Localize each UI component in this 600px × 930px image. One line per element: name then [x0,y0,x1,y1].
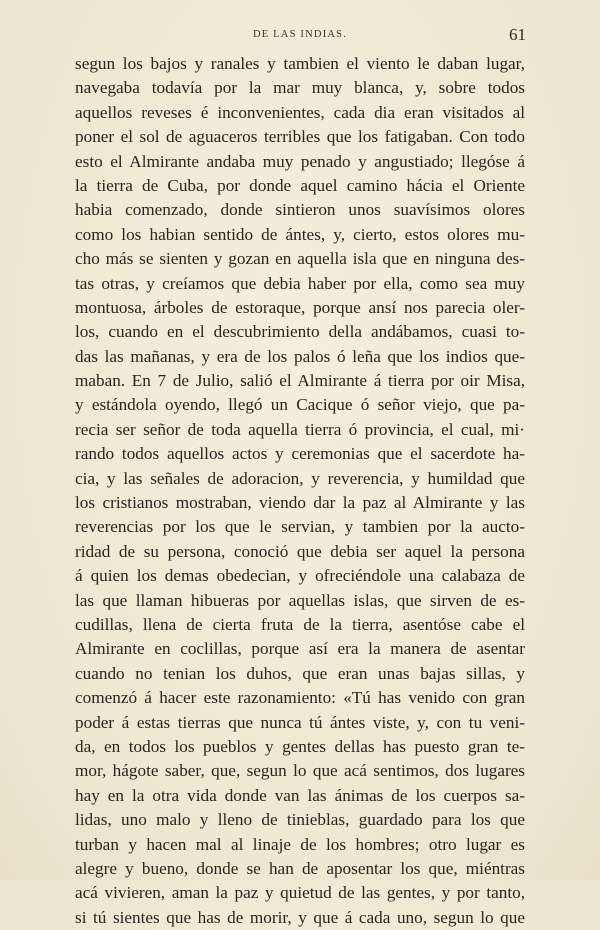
text-line: comenzó á hacer este razonamiento: «Tú has venido con gran [75,688,525,708]
text-line: hay en la otra vida donde van las ánimas de los cuerpos sa- [75,785,525,805]
text-line: tas otras, y creíamos que debia haber por ella, como sea muy [75,273,525,293]
text-line: poner el sol de aguaceros terribles que los fatigaban. Con todo [75,127,525,147]
page-header [75,25,525,47]
text-line: acá vivieren, aman la paz y quietud de las gentes, y por tanto, [75,883,525,903]
text-line: poder á estas tierras que nunca tú ántes viste, y, con tu veni- [75,712,525,732]
text-line: los, cuando en el descubrimiento della andábamos, cuasi to- [75,322,525,342]
text-line: como los habian sentido de ántes, y, cierto, estos olores mu- [75,224,525,244]
text-line: habia comenzado, donde sintieron unos suavísimos olores [75,200,525,220]
text-line: da, en todos los pueblos y gentes dellas has puesto gran te- [75,736,525,756]
text-line: la tierra de Cuba, por donde aquel camino hácia el Oriente [75,175,525,195]
text-line: y estándola oyendo, llegó un Cacique ó señor viejo, que pa- [75,395,525,415]
page-number: 61 [509,25,526,44]
text-line: ridad de su persona, conoció que debia ser aquel la persona [75,541,525,561]
text-line: Almirante en coclillas, porque así era la manera de asentar [75,639,525,659]
text-line: cuando no tenian los duhos, que eran unas bajas sillas, y [75,663,525,683]
text-line: navegaba todavía por la mar muy blanca, y, sobre todos [75,78,525,98]
text-line: das las mañanas, y era de los palos ó leña que los indios que- [75,346,525,366]
text-line: las que llaman hibueras por aquellas islas, que sirven de es- [75,590,525,610]
text-line: alegre y bueno, donde se han de aposentar los que, miéntras [75,858,525,878]
text-line: rando todos aquellos actos y ceremonias que el sacerdote ha- [75,444,525,464]
text-line: si tú sientes que has de morir, y que á cada uno, segun lo que [75,907,525,927]
text-line: recia ser señor de toda aquella tierra ó provincia, el cual, mi· [75,419,525,439]
text-line: reverencias por los que le servian, y tambien por la aucto- [75,517,525,537]
text-line: maban. En 7 de Julio, salió el Almirante á tierra por oir Misa, [75,371,525,391]
text-line: segun los bajos y ranales y tambien el viento le daban lugar, [75,54,525,73]
text-line: esto el Almirante andaba muy penado y angustiado; llegóse á [75,151,525,171]
text-line: á quien los demas obedecian, y ofreciéndole una calabaza de [75,566,525,586]
text-line: montuosa, árboles de estoraque, porque ansí nos parecia oler- [75,297,525,317]
text-line: cho más se sienten y gozan en aquella isla que en ninguna des- [75,249,525,269]
body-text [75,52,525,930]
text-line: mor, hágote saber, que, segun lo que acá sentimos, dos lugares [75,761,525,781]
text-line: cia, y las señales de adoracion, y reverencia, y humildad que [75,468,525,488]
text-line: cudillas, llena de cierta fruta de la tierra, asentóse cabe el [75,614,525,634]
text-line: aquellos reveses é inconvenientes, cada dia eran visitados al [75,102,525,122]
text-line: lidas, uno malo y lleno de tinieblas, guardado para los que [75,810,525,830]
text-line: los cristianos mostraban, viendo dar la paz al Almirante y las [75,493,525,513]
text-line: turban y hacen mal al linaje de los hombres; otro lugar es [75,834,525,854]
running-title: DE LAS INDIAS. [252,29,348,40]
